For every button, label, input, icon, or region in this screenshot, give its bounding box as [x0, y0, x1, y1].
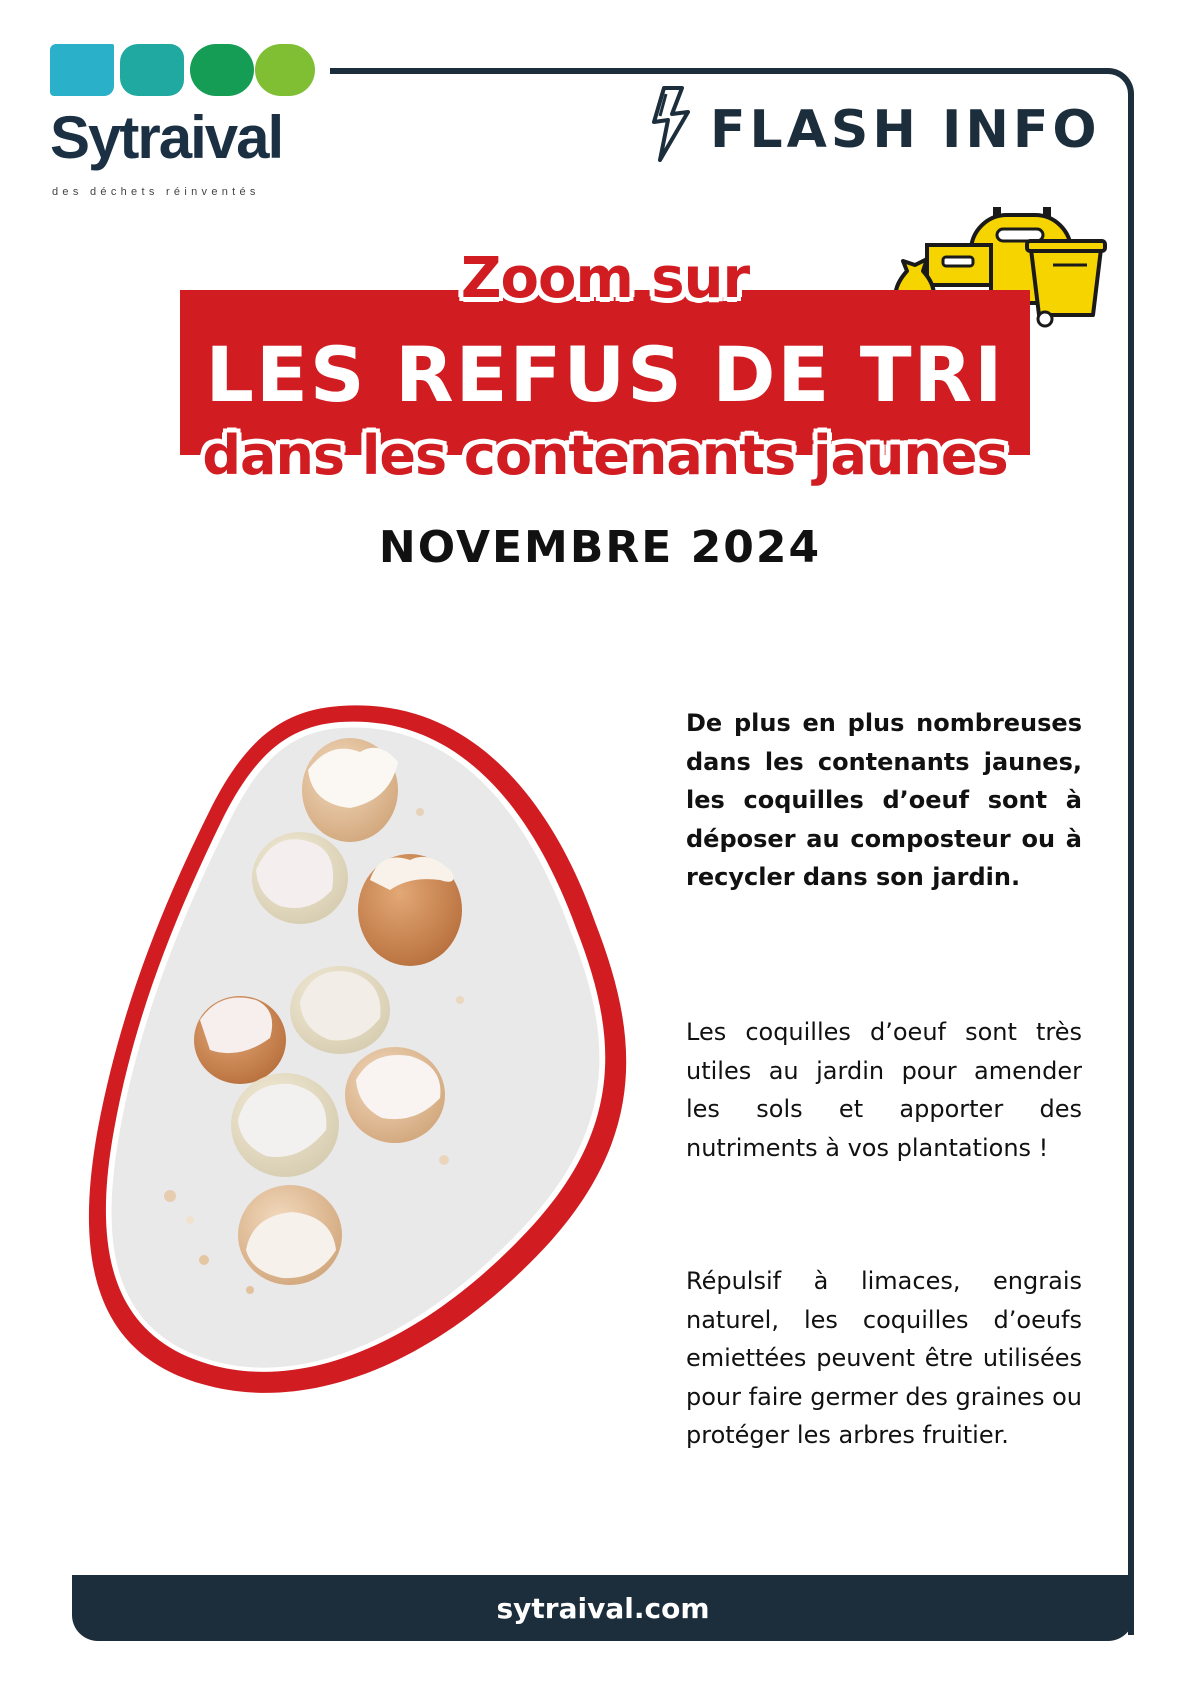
eggshell-3	[358, 854, 462, 966]
paragraph-uses: Répulsif à limaces, engrais naturel, les coquilles d’oeufs emiettées peuvent être utilisées pour faire germer des graines ou protéger les arbres fruitier.	[686, 1267, 1082, 1449]
title-main: LES REFUS DE TRI	[205, 330, 1005, 419]
flash-info-label: FLASH INFO	[710, 100, 1101, 160]
paragraph-garden: Les coquilles d’oeuf sont très utiles au jardin pour amender les sols et apporter des nutriments à vos plantations !	[686, 1018, 1082, 1162]
title-subtitle: dans les contenants jaunes	[202, 424, 1008, 487]
lightning-icon	[650, 86, 692, 162]
eggshell-4	[290, 966, 390, 1054]
logo-circle-lime	[255, 44, 315, 96]
eggshell-8	[238, 1185, 342, 1285]
footer-bar	[72, 1575, 1134, 1641]
logo-square-teal	[120, 44, 184, 96]
title-zoom-sur: Zoom sur	[460, 246, 750, 311]
issue-date: NOVEMBRE 2024	[378, 522, 822, 573]
eggshell-1	[302, 738, 398, 842]
logo-tagline: des déchets réinventés	[52, 186, 260, 198]
eggshell-7	[231, 1073, 339, 1177]
eggshell-6	[345, 1047, 445, 1143]
sytraival-logo	[50, 44, 320, 204]
eggshell-5	[194, 996, 286, 1084]
logo-square-blue	[50, 44, 114, 96]
footer-website-link[interactable]: sytraival.com	[496, 1591, 710, 1625]
eggshells-photo	[60, 700, 670, 1420]
logo-circle-green	[190, 44, 254, 96]
eggshell-2	[252, 832, 348, 924]
logo-brand: Sytraival	[50, 104, 283, 171]
paragraph-intro: De plus en plus nombreuses dans les contenants jaunes, les coquilles d’oeuf sont à déposer au composteur ou à recycler dans son jardin.	[686, 709, 1082, 891]
